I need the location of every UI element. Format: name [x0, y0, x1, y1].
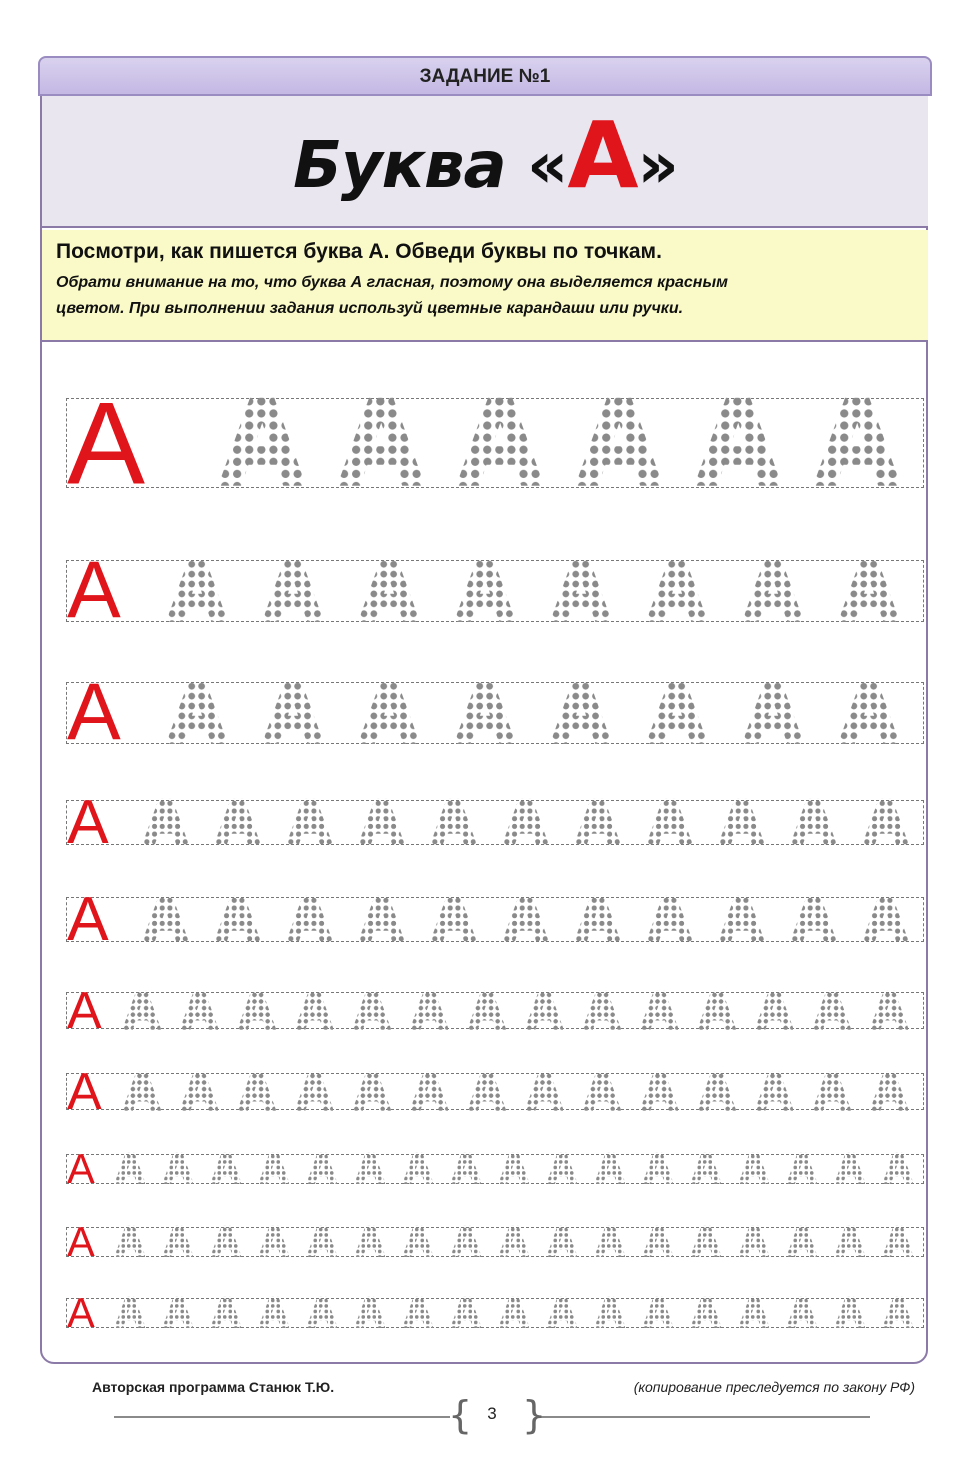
tracing-row [66, 1062, 924, 1121]
dotted-tracing-letter: А [583, 1062, 621, 1121]
footer-divider-left [114, 1416, 450, 1418]
instructions-note-line-1: Обрати внимание на то, что буква А гласная, поэтому она выделяется красным [56, 274, 728, 291]
tracing-row [66, 666, 924, 760]
dotted-tracing-letter: А [595, 1218, 626, 1266]
dotted-tracing-letter: А [643, 1289, 674, 1337]
sample-letter-red: А [67, 1062, 102, 1121]
dotted-tracing-letter: А [123, 1062, 161, 1121]
dotted-tracing-letter: А [163, 1145, 194, 1193]
dotted-tracing-letter: А [259, 1289, 290, 1337]
dotted-tracing-letter: А [355, 1289, 386, 1337]
title-letter: А [567, 102, 638, 209]
dotted-tracing-letter: А [503, 787, 549, 857]
dotted-tracing-letter: А [719, 787, 765, 857]
sample-letter-red: А [67, 1289, 95, 1337]
page-brace-right: } [522, 1393, 547, 1437]
dotted-tracing-letter: А [698, 981, 736, 1040]
tracing-row [66, 981, 924, 1040]
dotted-tracing-letter: А [870, 981, 909, 1040]
title-prefix: Буква [293, 129, 527, 203]
title-open-quote: « [527, 129, 568, 203]
dotted-tracing-letter: А [238, 1062, 276, 1121]
dotted-tracing-letter: А [883, 1289, 914, 1337]
dotted-tracing-letter: А [647, 666, 708, 760]
sample-letter-red: А [67, 377, 146, 509]
dotted-tracing-letter: А [787, 1145, 818, 1193]
instructions-main: Посмотри, как пишется буква А. Обведи буквы по точкам. [56, 240, 662, 263]
dotted-tracing-letter: А [215, 884, 261, 954]
dotted-tracing-letter: А [499, 1218, 530, 1266]
dotted-tracing-letter: А [839, 544, 900, 638]
dotted-tracing-letter: А [355, 1145, 386, 1193]
footer-author: Авторская программа Станюк Т.Ю. [92, 1379, 335, 1395]
dotted-tracing-letter: А [839, 666, 900, 760]
dotted-tracing-letter: А [551, 666, 612, 760]
dotted-tracing-letter: А [739, 1145, 770, 1193]
dotted-tracing-letter: А [211, 1218, 242, 1266]
dotted-tracing-letter: А [583, 981, 621, 1040]
dotted-tracing-letter: А [307, 1145, 338, 1193]
dotted-tracing-letter: А [525, 1062, 564, 1121]
tracing-row [66, 1218, 924, 1266]
dotted-tracing-letter: А [595, 1289, 626, 1337]
dotted-tracing-letter: А [739, 1289, 770, 1337]
dotted-tracing-letter: А [691, 1289, 722, 1337]
tracing-row [66, 544, 924, 638]
dotted-tracing-letter: А [353, 1062, 391, 1121]
dotted-tracing-letter: А [640, 981, 679, 1040]
dotted-tracing-letter: А [163, 1289, 194, 1337]
dotted-tracing-letter: А [410, 1062, 449, 1121]
dotted-tracing-letter: А [211, 1145, 242, 1193]
dotted-tracing-letter: А [695, 376, 782, 510]
tracing-row [66, 376, 924, 510]
dotted-tracing-letter: А [295, 1062, 334, 1121]
dotted-tracing-letter: А [525, 981, 564, 1040]
page-number: 3 [487, 1404, 497, 1423]
dotted-tracing-letter: А [180, 1062, 219, 1121]
dotted-tracing-letter: А [835, 1289, 866, 1337]
dotted-tracing-letter: А [595, 1145, 626, 1193]
dotted-tracing-letter: А [691, 1145, 722, 1193]
dotted-tracing-letter: А [719, 884, 765, 954]
dotted-tracing-letter: А [307, 1218, 338, 1266]
dotted-tracing-letter: А [295, 981, 334, 1040]
dotted-tracing-letter: А [455, 544, 516, 638]
dotted-tracing-letter: А [647, 544, 708, 638]
dotted-tracing-letter: А [755, 981, 794, 1040]
dotted-tracing-letter: А [743, 544, 804, 638]
dotted-tracing-letter: А [691, 1218, 722, 1266]
tracing-row [66, 884, 924, 954]
dotted-tracing-letter: А [451, 1289, 482, 1337]
dotted-tracing-letter: А [698, 1062, 736, 1121]
dotted-tracing-letter: А [813, 1062, 851, 1121]
dotted-tracing-letter: А [499, 1145, 530, 1193]
dotted-tracing-letter: А [353, 981, 391, 1040]
dotted-tracing-letter: А [115, 1289, 146, 1337]
dotted-tracing-letter: А [455, 666, 516, 760]
sample-letter-red: А [67, 981, 102, 1040]
tracing-row [66, 1145, 924, 1193]
dotted-tracing-letter: А [180, 981, 219, 1040]
dotted-tracing-letter: А [431, 884, 477, 954]
dotted-tracing-letter: А [215, 787, 261, 857]
dotted-tracing-letter: А [307, 1289, 338, 1337]
tracing-row [66, 787, 924, 857]
dotted-tracing-letter: А [575, 787, 621, 857]
dotted-tracing-letter: А [814, 376, 901, 510]
sample-letter-red: А [67, 1145, 95, 1193]
title-close-quote: » [637, 129, 678, 203]
dotted-tracing-letter: А [743, 666, 804, 760]
dotted-tracing-letter: А [547, 1145, 578, 1193]
dotted-tracing-letter: А [115, 1218, 146, 1266]
sample-letter-red: А [67, 884, 109, 954]
dotted-tracing-letter: А [640, 1062, 679, 1121]
dotted-tracing-letter: А [835, 1218, 866, 1266]
dotted-tracing-letter: А [451, 1218, 482, 1266]
footer-divider-right [540, 1416, 870, 1418]
dotted-tracing-letter: А [503, 884, 549, 954]
dotted-tracing-letter: А [259, 1145, 290, 1193]
dotted-tracing-letter: А [883, 1145, 914, 1193]
dotted-tracing-letter: А [167, 666, 228, 760]
dotted-tracing-letter: А [403, 1289, 434, 1337]
dotted-tracing-letter: А [547, 1218, 578, 1266]
dotted-tracing-letter: А [123, 981, 161, 1040]
dotted-tracing-letter: А [359, 544, 420, 638]
dotted-tracing-letter: А [787, 1218, 818, 1266]
dotted-tracing-letter: А [647, 787, 693, 857]
dotted-tracing-letter: А [835, 1145, 866, 1193]
dotted-tracing-letter: А [576, 376, 663, 510]
dotted-tracing-letter: А [739, 1218, 770, 1266]
instructions-box [42, 230, 928, 342]
dotted-tracing-letter: А [410, 981, 449, 1040]
dotted-tracing-letter: А [403, 1145, 434, 1193]
sample-letter-red: А [67, 787, 109, 857]
dotted-tracing-letter: А [575, 884, 621, 954]
task-header: ЗАДАНИЕ №1 [38, 56, 932, 96]
dotted-tracing-letter: А [259, 1218, 290, 1266]
dotted-tracing-letter: А [755, 1062, 794, 1121]
sample-letter-red: А [67, 545, 121, 636]
dotted-tracing-letter: А [403, 1218, 434, 1266]
dotted-tracing-letter: А [791, 884, 837, 954]
dotted-tracing-letter: А [219, 376, 306, 510]
sample-letter-red: А [67, 1218, 95, 1266]
dotted-tracing-letter: А [211, 1289, 242, 1337]
dotted-tracing-letter: А [468, 1062, 506, 1121]
dotted-tracing-letter: А [547, 1289, 578, 1337]
dotted-tracing-letter: А [359, 666, 420, 760]
dotted-tracing-letter: А [468, 981, 506, 1040]
footer-copyright: (копирование преследуется по закону РФ) [633, 1379, 915, 1395]
dotted-tracing-letter: А [813, 981, 851, 1040]
dotted-tracing-letter: А [115, 1145, 146, 1193]
dotted-tracing-letter: А [163, 1218, 194, 1266]
dotted-tracing-letter: А [863, 884, 909, 954]
dotted-tracing-letter: А [355, 1218, 386, 1266]
dotted-tracing-letter: А [338, 376, 425, 510]
dotted-tracing-letter: А [263, 666, 324, 760]
dotted-tracing-letter: А [551, 544, 612, 638]
dotted-tracing-letter: А [791, 787, 837, 857]
dotted-tracing-letter: А [143, 884, 189, 954]
dotted-tracing-letter: А [287, 787, 333, 857]
dotted-tracing-letter: А [287, 884, 333, 954]
dotted-tracing-letter: А [143, 787, 189, 857]
dotted-tracing-letter: А [457, 376, 544, 510]
dotted-tracing-letter: А [167, 544, 228, 638]
dotted-tracing-letter: А [238, 981, 276, 1040]
dotted-tracing-letter: А [863, 787, 909, 857]
dotted-tracing-letter: А [359, 884, 405, 954]
dotted-tracing-letter: А [643, 1218, 674, 1266]
page-title [0, 102, 971, 209]
page-brace-left: { [448, 1393, 473, 1437]
dotted-tracing-letter: А [263, 544, 324, 638]
sample-letter-red: А [67, 667, 121, 758]
tracing-row [66, 1289, 924, 1337]
dotted-tracing-letter: А [643, 1145, 674, 1193]
instructions-note-line-2: цветом. При выполнении задания используй цветные карандаши или ручки. [56, 300, 684, 317]
dotted-tracing-letter: А [499, 1289, 530, 1337]
dotted-tracing-letter: А [431, 787, 477, 857]
dotted-tracing-letter: А [883, 1218, 914, 1266]
dotted-tracing-letter: А [359, 787, 405, 857]
dotted-tracing-letter: А [870, 1062, 909, 1121]
dotted-tracing-letter: А [787, 1289, 818, 1337]
dotted-tracing-letter: А [647, 884, 693, 954]
dotted-tracing-letter: А [451, 1145, 482, 1193]
